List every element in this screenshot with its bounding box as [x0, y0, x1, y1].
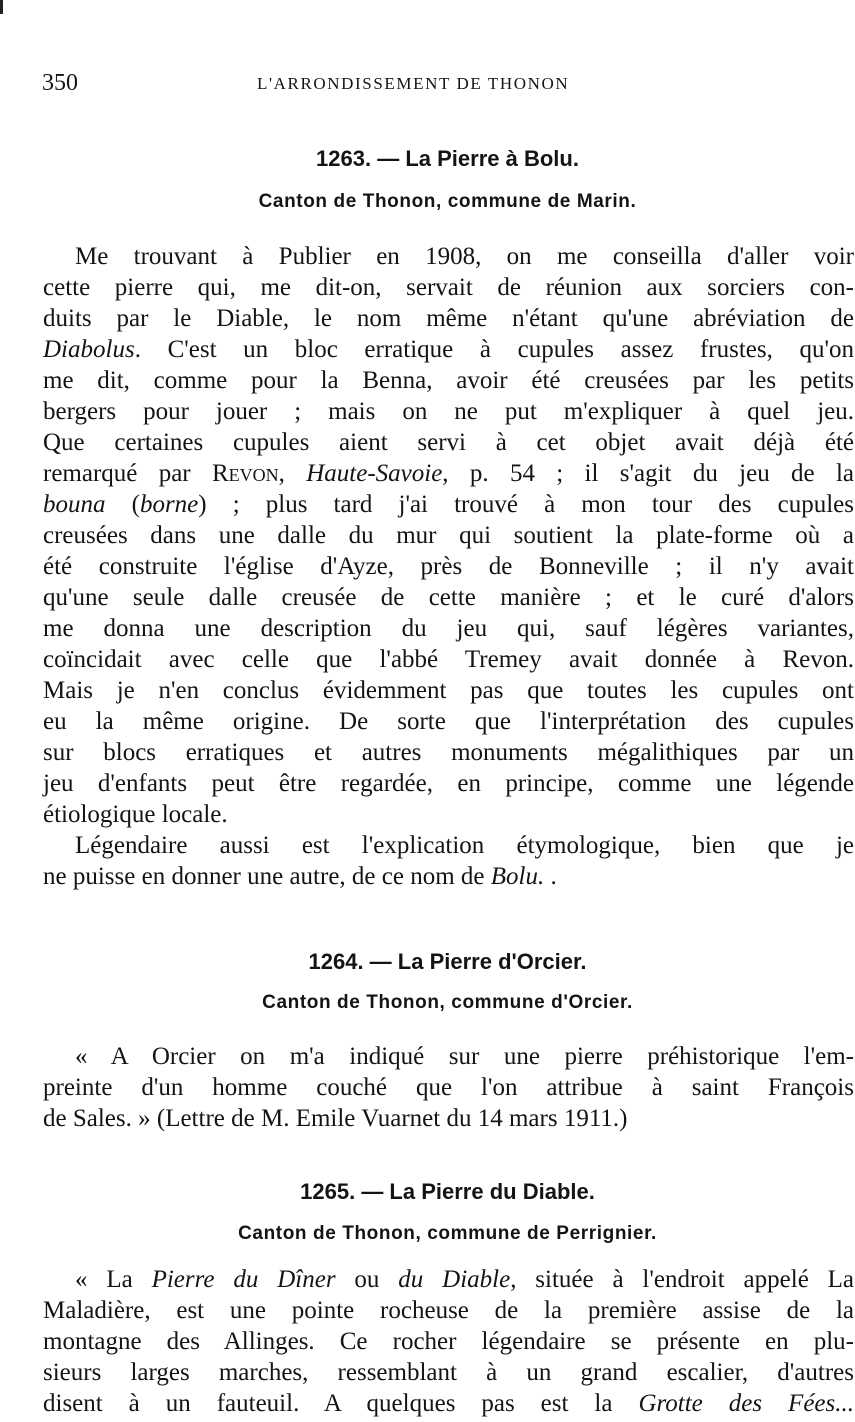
text-line: de Sales. » (Lettre de M. Emile Vuarnet du 14 mars 1911.) — [43, 1105, 628, 1132]
text-line: creusées dans une dalle du mur qui soutient la plate-forme où a — [43, 522, 854, 549]
running-header — [42, 70, 813, 100]
entry-location: Canton de Thonon, commune de Marin. — [258, 191, 637, 212]
text-line: Légendaire aussi est l'explication étymologique, bien que je — [75, 832, 854, 859]
text-line: montagne des Allinges. Ce rocher légendaire se présente en plu- — [43, 1328, 854, 1355]
text-line: Me trouvant à Publier en 1908, on me conseilla d'aller voir — [75, 243, 854, 270]
text-line: bouna (borne) ; plus tard j'ai trouvé à mon tour des cupules — [43, 491, 854, 518]
text-line: Diabolus. C'est un bloc erratique à cupules assez frustes, qu'on — [43, 336, 854, 363]
entry-location: Canton de Thonon, commune d'Orcier. — [262, 992, 633, 1013]
text-line: bergers pour jouer ; mais on ne put m'expliquer à quel jeu. — [43, 398, 854, 425]
text-line: remarqué par Revon, Haute-Savoie, p. 54 ; il s'agit du jeu de la — [43, 460, 855, 487]
text-line: preinte d'un homme couché que l'on attribue à saint François — [43, 1074, 854, 1101]
text-line: Mais je n'en conclus évidemment pas que toutes les cupules ont — [43, 677, 854, 704]
paragraph — [43, 1041, 854, 1134]
text-line: sieurs larges marches, ressemblant à un grand escalier, d'autres — [43, 1359, 854, 1386]
text-line: eu la même origine. De sorte que l'interprétation des cupules — [43, 708, 854, 735]
text-line: été construite l'église d'Ayze, près de Bonneville ; il n'y avait — [43, 553, 854, 580]
text-line: duits par le Diable, le nom même n'étant qu'une abréviation de — [43, 305, 854, 332]
paragraph — [43, 1264, 854, 1419]
author-name: Revon — [211, 460, 279, 487]
text-line: « La Pierre du Dîner ou du Diable, située à l'endroit appelé La — [75, 1266, 855, 1293]
running-title: L'ARRONDISSEMENT DE THONON — [257, 74, 570, 93]
text-line: Que certaines cupules aient servi à cet objet avait déjà été — [43, 429, 854, 456]
text-line: « A Orcier on m'a indiqué sur une pierre préhistorique l'em- — [75, 1043, 854, 1070]
text-line: me dit, comme pour la Benna, avoir été creusées par les petits — [43, 367, 854, 394]
text-line: qu'une seule dalle creusée de cette manière ; et le curé d'alors — [43, 584, 854, 611]
entry-title: 1265. — La Pierre du Diable. — [300, 1179, 595, 1204]
text-line: jeu d'enfants peut être regardée, en principe, comme une légende — [43, 770, 854, 797]
text-line: disent à un fauteuil. A quelques pas est la Grotte des Fées... — [43, 1390, 854, 1417]
entry-location: Canton de Thonon, commune de Perrignier. — [238, 1223, 657, 1244]
text-line: sur blocs erratiques et autres monuments mégalithiques par un — [43, 739, 854, 766]
text-line: cette pierre qui, me dit-on, servait de réunion aux sorciers con- — [43, 274, 854, 301]
page-number: 350 — [42, 70, 78, 96]
text-line: Maladière, est une pointe rocheuse de la première assise de la — [43, 1297, 854, 1324]
entry-title: 1264. — La Pierre d'Orcier. — [308, 949, 587, 974]
scan-edge-mark — [0, 0, 3, 14]
text-line: étiologique locale. — [43, 801, 228, 828]
text-line: coïncidait avec celle que l'abbé Tremey avait donnée à Revon. — [43, 646, 854, 673]
entry-title: 1263. — La Pierre à Bolu. — [316, 146, 579, 171]
paragraph — [43, 241, 854, 892]
text-line: me donna une description du jeu qui, sauf légères variantes, — [43, 615, 854, 642]
text-line: ne puisse en donner une autre, de ce nom de Bolu. . — [43, 863, 557, 890]
